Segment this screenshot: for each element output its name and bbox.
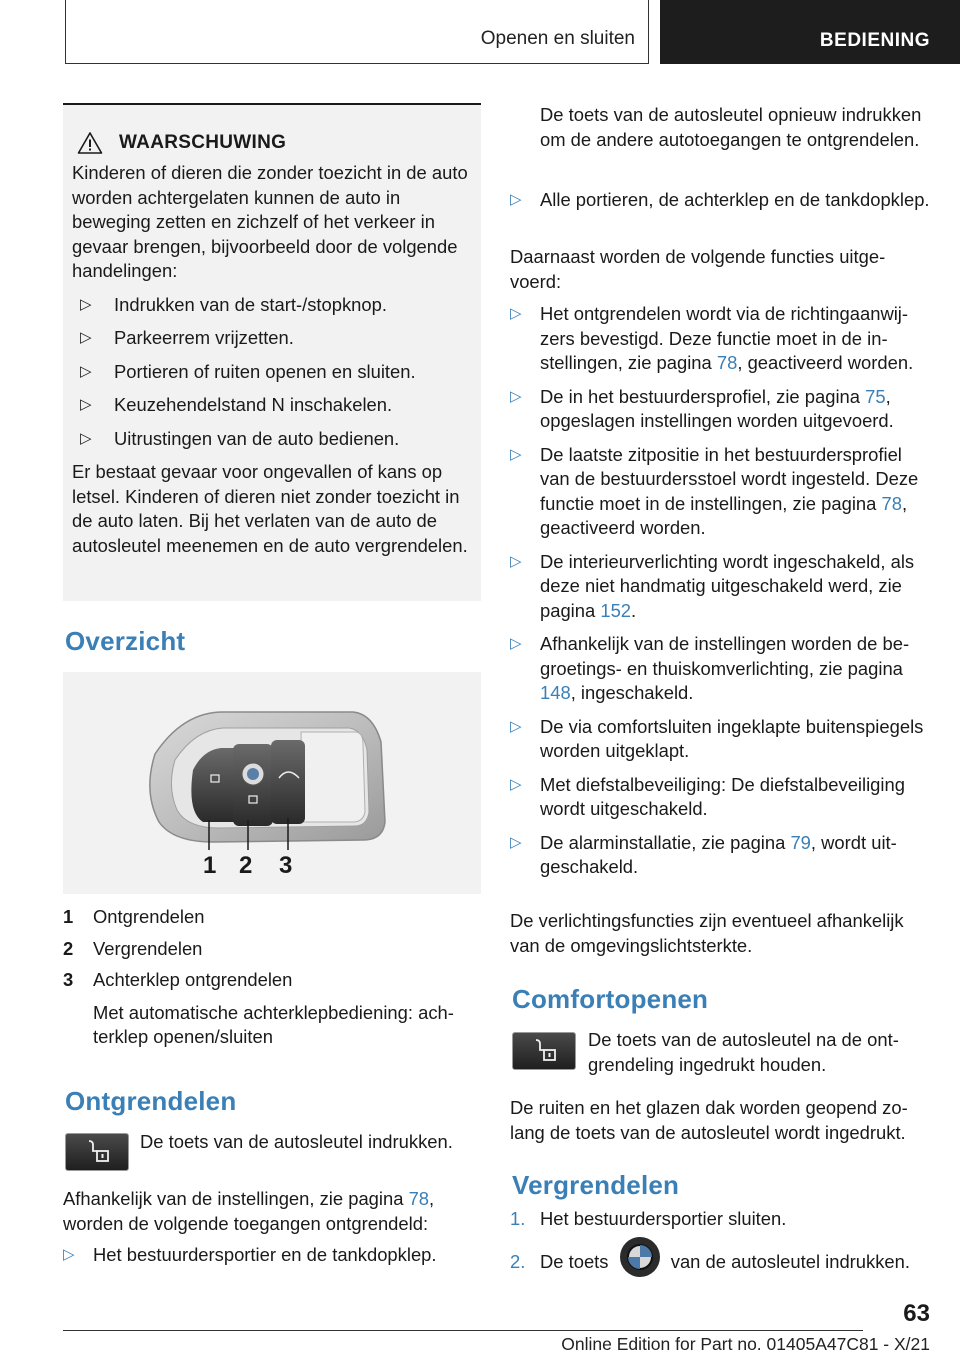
bullet-triangle-icon: ▷: [510, 445, 522, 463]
list-item: ▷ Met diefstalbeveiliging: De diefstalbeveiliging wordt uitgeschakeld.: [510, 773, 905, 819]
callout-2: 2: [239, 852, 253, 879]
callout-3: 3: [279, 852, 293, 879]
page-link[interactable]: 78: [408, 1188, 430, 1209]
lighting-note: De verlichtingsfuncties zijn eventueel afhankelijk van de omgevingslichtsterkte.: [510, 910, 904, 956]
warning-triangle-icon: [77, 131, 103, 155]
bullet-triangle-icon: ▷: [80, 329, 92, 346]
list-item: ▷ De interieurverlichting wordt ingeschakeld, als deze niet handmatig uitgeschakeld werd, zie pagina 152.: [510, 550, 915, 621]
bullet-triangle-icon: ▷: [510, 775, 522, 793]
bmw-logo-button-icon: [614, 1251, 666, 1275]
page-link[interactable]: 152: [600, 599, 632, 621]
warning-title: WAARSCHUWING: [119, 132, 287, 153]
overview-list: [63, 905, 481, 1057]
callout-1: 1: [203, 852, 217, 879]
warning-intro: Kinderen of dieren die zonder toezicht in de auto worden achtergelaten kunnen de auto in beweging zetten en zichzelf of het verkeer in gevaar brengen, bijvoorbeeld door de volgende handelingen:: [72, 162, 468, 281]
functions-list: [510, 302, 930, 889]
list-item: ▷ Uitrustingen van de auto bedienen.: [80, 427, 471, 452]
unlock-button-icon: [65, 1133, 129, 1171]
unlock-paragraph: Afhankelijk van de instellingen, zie pagina 78, worden de volgende toegangen ontgrendeld:: [63, 1188, 435, 1234]
comfort-heading: Comfortopenen: [512, 984, 709, 1014]
list-item: 2 Vergrendelen: [63, 937, 203, 959]
list-item: ▷ Indrukken van de start-/stopknop.: [80, 293, 471, 318]
bullet-triangle-icon: ▷: [80, 295, 92, 313]
lock-heading: Vergrendelen: [512, 1170, 680, 1200]
header-chapter-box: [660, 0, 960, 64]
page-number: 63: [903, 1300, 930, 1327]
bullet-triangle-icon: ▷: [510, 552, 522, 570]
comfort-paragraph: De ruiten en het glazen dak worden geopend zolang de toets van de autosleutel wordt ingedrukt.: [510, 1097, 908, 1143]
page-header: [65, 0, 960, 64]
list-item: ▷ De alarminstallatie, zie pagina 79, wordt uitgeschakeld.: [510, 831, 897, 877]
unlock-heading: Ontgrendelen: [65, 1086, 237, 1116]
warning-list: [72, 293, 471, 452]
bullet-triangle-icon: ▷: [63, 1246, 75, 1263]
key-fob-illustration: [63, 672, 481, 894]
comfort-unlock-button-icon: [512, 1032, 576, 1070]
bullet-triangle-icon: ▷: [510, 635, 522, 652]
key-fob-figure: [63, 672, 481, 894]
page-link[interactable]: 79: [790, 831, 811, 853]
header-section-title: Openen en sluiten: [480, 28, 635, 49]
page-link[interactable]: 75: [865, 385, 886, 407]
list-item: ▷ Afhankelijk van de instellingen worden de begroetings- en thuiskomverlichting, zie pagina 148, ingeschakeld.: [510, 633, 910, 703]
bullet-triangle-icon: ▷: [510, 387, 522, 405]
unlock-instruction: De toets van de autosleutel indrukken.: [140, 1131, 453, 1152]
page-link[interactable]: 78: [881, 492, 902, 514]
bullet-triangle-icon: ▷: [80, 429, 92, 447]
list-item: ▷ Het bestuurdersportier en de tankdopklep.: [63, 1243, 481, 1268]
warning-box: [63, 103, 481, 601]
bullet-triangle-icon: ▷: [510, 305, 522, 322]
list-item: 2. De toets van de autosleutel indrukken.: [510, 1250, 930, 1275]
bullet-triangle-icon: ▷: [510, 833, 522, 851]
page-link[interactable]: 78: [716, 352, 738, 373]
list-item: 3 Achterklep ontgrendelen Met automatische achterklepbediening: achterklep openen/sluiten: [63, 968, 481, 1050]
footer-edition: Online Edition for Part no. 01405A47C81 - X/21: [561, 1334, 930, 1354]
footer-divider: [63, 1330, 863, 1331]
comfort-instruction: De toets van de autosleutel na de ontgrendeling ingedrukt houden.: [588, 1029, 899, 1075]
list-item: ▷ Parkeerrem vrijzetten.: [80, 326, 471, 351]
header-chapter-title: BEDIENING: [819, 30, 930, 51]
functions-intro: Daarnaast worden de volgende functies uitgevoerd:: [510, 246, 886, 292]
lock-steps: [510, 1207, 930, 1293]
bullet-triangle-icon: ▷: [510, 191, 522, 208]
list-item: ▷ Portieren of ruiten openen en sluiten.: [80, 360, 471, 385]
bullet-triangle-icon: ▷: [80, 396, 92, 413]
list-item-subtext: Met automatische achterklepbediening: achterklep openen/sluiten: [93, 1001, 454, 1047]
list-item: 1 Ontgrendelen: [63, 906, 205, 927]
bullet-triangle-icon: ▷: [510, 717, 522, 735]
page-link[interactable]: 148: [540, 682, 571, 703]
unlock-continued-list: [510, 188, 930, 222]
list-item: ▷ Alle portieren, de achterklep en de tankdopklep.: [510, 188, 930, 213]
unlock-continued-text: De toets van de autosleutel opnieuw indrukken om de andere autotoegangen te ontgrendelen.: [540, 104, 922, 150]
bullet-triangle-icon: ▷: [80, 362, 92, 380]
list-item: ▷ Het ontgrendelen wordt via de richtingaanwijzers bevestigd. Deze functie moet in de instellingen, zie pagina 78, geactiveerd worden.: [510, 303, 914, 373]
overview-heading: Overzicht: [65, 626, 186, 656]
warning-header: [72, 129, 471, 157]
list-item: ▷ De laatste zitpositie in het bestuurdersprofiel van de bestuurdersstoel wordt ingesteld. Deze functie moet in de instellingen, zie pagina 78, geactiveerd worden.: [510, 443, 919, 538]
unlock-list: [63, 1243, 481, 1277]
list-item: ▷ Keuzehendelstand N inschakelen.: [80, 393, 471, 418]
list-item: ▷ De via comfortsluiten ingeklapte buitenspiegels worden uitgeklapt.: [510, 715, 924, 761]
warning-outro: Er bestaat gevaar voor ongevallen of kans op letsel. Kinderen of dieren niet zonder toezicht in de auto laten. Bij het verlaten van de auto de autosleutel meenemen en de auto vergrendelen.: [72, 461, 468, 556]
list-item: ▷ De in het bestuurdersprofiel, zie pagina 75, opgeslagen instellingen worden uitgevoerd.: [510, 385, 894, 431]
list-item: 1. Het bestuurdersportier sluiten.: [510, 1208, 787, 1229]
